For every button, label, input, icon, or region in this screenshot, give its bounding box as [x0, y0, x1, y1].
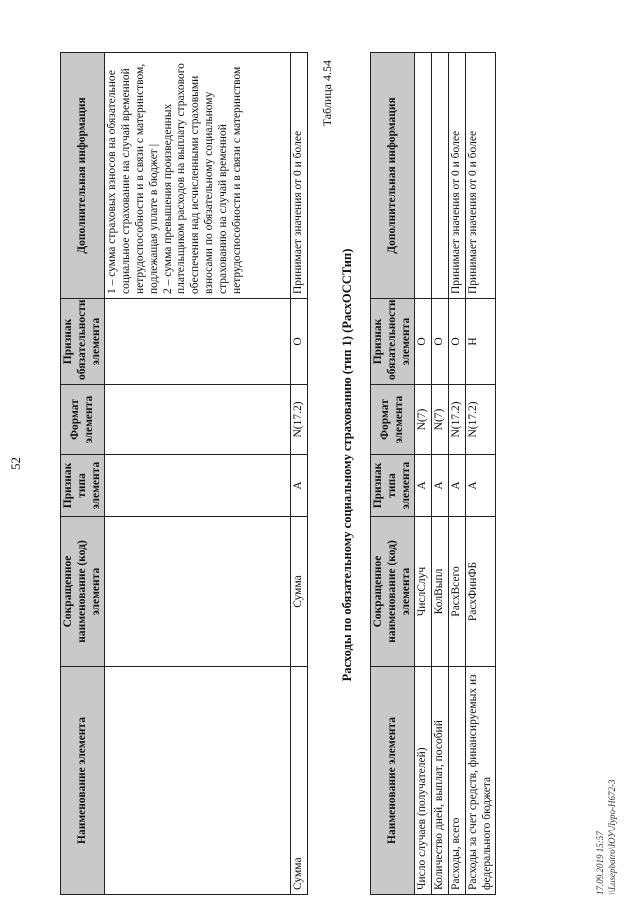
cell-name: Расходы, всего [448, 667, 465, 895]
cell-format: N(7) [432, 385, 449, 455]
table-row [105, 53, 291, 895]
stamp-path: \\Lusepbatro\ЮУ\Луро-H672-3 [606, 779, 617, 895]
cell-type: А [465, 455, 496, 517]
table-header-row [61, 53, 105, 895]
header-format: Формат элемента [371, 385, 415, 455]
cell-info: Принимает значения от 0 и более [465, 53, 496, 299]
table-row [291, 53, 308, 895]
cell-format: N(17.2) [465, 385, 496, 455]
cell-name: Сумма [291, 667, 308, 895]
cell-code: РасхВсего [448, 517, 465, 667]
header-format: Формат элемента [61, 385, 105, 455]
stamp-date: 17.09.2019 15:57 [595, 831, 605, 895]
header-code: Сокращенное наименование (код) элемента [371, 517, 415, 667]
page-number: 52 [8, 457, 23, 470]
header-name: Наименование элемента [371, 667, 415, 895]
table-sum [60, 52, 308, 895]
cell-required: О [448, 299, 465, 385]
cell-required: О [415, 299, 432, 385]
cell-info [415, 53, 432, 299]
header-info: Дополнительная информация [61, 53, 105, 299]
cell-code: РасхФинФБ [465, 517, 496, 667]
header-name: Наименование элемента [61, 667, 105, 895]
table-row [415, 53, 432, 895]
cell-name: Количество дней, выплат, пособий [432, 667, 449, 895]
cell-info: Принимает значения от 0 и более [448, 53, 465, 299]
header-info: Дополнительная информация [371, 53, 415, 299]
cell-code: ЧислСлуч [415, 517, 432, 667]
cell-format: N(7) [415, 385, 432, 455]
info-line-1: 1 – сумма страховых взносов на обязательное социальное страхование на случай временной нетрудоспособности и в связи с материнством, подлежащая уплате в бюджет | [106, 63, 160, 294]
cell-format: N(17.2) [448, 385, 465, 455]
cell-info [432, 53, 449, 299]
header-code: Сокращенное наименование (код) элемента [61, 517, 105, 667]
cell-name: Число случаев (получателей) [415, 667, 432, 895]
cell-required: Н [465, 299, 496, 385]
table-row [465, 53, 496, 895]
cell-required: О [432, 299, 449, 385]
cell-type: А [432, 455, 449, 517]
table-header-row [371, 53, 415, 895]
table-row [432, 53, 449, 895]
cell-name: Расходы за счет средств, финансируемых из федерального бюджета [465, 667, 496, 895]
cell-code: Сумма [291, 517, 308, 667]
table-expenses [370, 52, 496, 895]
cell-type: А [291, 455, 308, 517]
header-required: Признак обязательности элемента [61, 299, 105, 385]
cell-info: Принимает значения от 0 и более [291, 53, 308, 299]
header-type: Признак типа элемента [61, 455, 105, 517]
table-row [448, 53, 465, 895]
file-stamp [595, 780, 618, 895]
header-type: Признак типа элемента [371, 455, 415, 517]
cell-code: КолВыпл [432, 517, 449, 667]
cell-type: А [448, 455, 465, 517]
table-label: Таблица 4.54 [320, 60, 334, 127]
info-cell [105, 53, 291, 299]
cell-type: А [415, 455, 432, 517]
cell-format: N(17.2) [291, 385, 308, 455]
info-line-2: 2 – сумма превышения произведенных плательщиком расходов на выплату страхового обеспечения над исчисленными страховыми взносами по обязательному социальному страхованию на случай временной нетрудоспособности и в связи с материнством [161, 63, 243, 294]
cell-required: О [291, 299, 308, 385]
header-required: Признак обязательности элемента [371, 299, 415, 385]
table-caption: Расходы по обязательному социальному страхованию (тип 1) (РасхОССТип) [340, 248, 354, 682]
